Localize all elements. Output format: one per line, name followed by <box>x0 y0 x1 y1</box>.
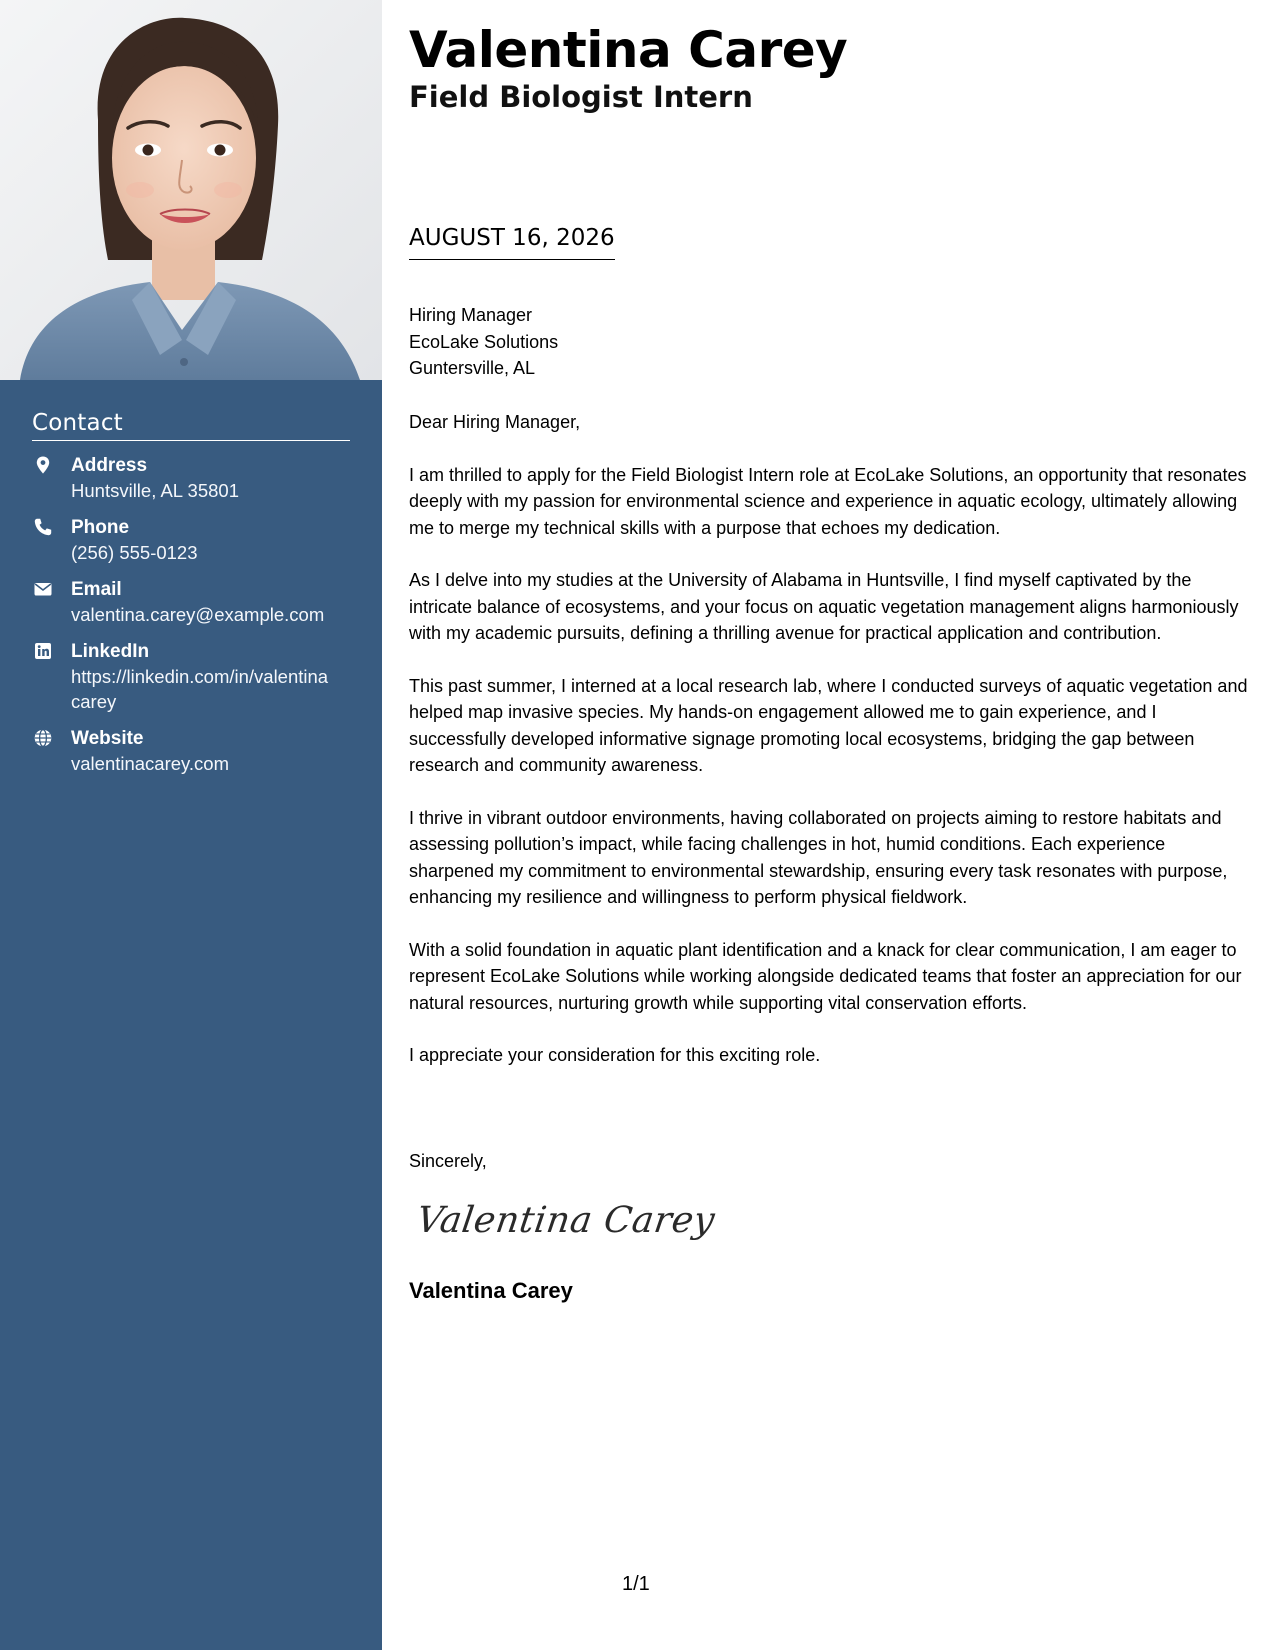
map-pin-icon <box>33 455 53 475</box>
signer-name: Valentina Carey <box>409 1278 573 1303</box>
linkedin-icon <box>33 641 53 661</box>
linkedin-label: LinkedIn <box>71 641 150 662</box>
address-value: Huntsville, AL 35801 <box>71 480 239 501</box>
address-label: Address <box>71 455 148 476</box>
letter-date: AUGUST 16, 2026 <box>409 223 615 260</box>
linkedin-value[interactable]: https://linkedin.com/in/valentina carey <box>71 666 329 712</box>
applicant-title: Field Biologist Intern <box>409 80 753 114</box>
contact-heading: Contact <box>32 410 350 441</box>
contact-item-website <box>32 727 350 776</box>
body-paragraph: I am thrilled to apply for the Field Biologist Intern role at EcoLake Solutions, an opportunity that resonates deeply with my passion for environmental science and experience in aquatic ecology, ultimately allowing me to merge my technical skills with a purpose that echoes my dedication. <box>409 464 1247 538</box>
recipient-company: EcoLake Solutions <box>409 331 559 352</box>
contact-item-linkedin <box>32 640 350 714</box>
globe-icon <box>33 728 53 748</box>
handwritten-signature: Valentina Carey <box>414 1200 718 1241</box>
letter-main <box>409 20 1249 1303</box>
email-value[interactable]: valentina.carey@example.com <box>71 604 325 625</box>
portrait-illustration <box>0 0 382 380</box>
envelope-icon <box>33 579 53 599</box>
salutation: Dear Hiring Manager, <box>409 412 581 432</box>
body-paragraph: This past summer, I interned at a local research lab, where I conducted surveys of aquatic vegetation and helped map invasive species. My hands-on engagement allowed me to gain experience, and I successfully developed informative signage promoting local ecosystems, bridging the gap between research and community awareness. <box>409 675 1248 775</box>
phone-label: Phone <box>71 517 130 538</box>
contact-item-phone <box>32 516 350 565</box>
body-paragraph: I appreciate your consideration for this exciting role. <box>409 1045 821 1065</box>
sidebar <box>0 0 382 1650</box>
closing: Sincerely, <box>409 1151 487 1171</box>
website-label: Website <box>71 728 144 749</box>
page-number: 1/1 <box>622 1573 650 1595</box>
body-paragraph: I thrive in vibrant outdoor environments, having collaborated on projects aiming to restore habitats and assessing pollution’s impact, while facing challenges in hot, humid conditions. Each experience sharpened my commitment to environmental stewardship, ensuring every task resonates with purpose, enhancing my resilience and willingness to perform physical fieldwork. <box>409 807 1228 907</box>
contact-item-email <box>32 578 350 627</box>
phone-value[interactable]: (256) 555-0123 <box>71 542 198 563</box>
recipient-block <box>409 302 558 382</box>
recipient-line: Hiring Manager <box>409 305 533 325</box>
email-label: Email <box>71 579 122 600</box>
body-paragraph: As I delve into my studies at the University of Alabama in Huntsville, I find myself captivated by the intricate balance of ecosystems, and your focus on aquatic vegetation management aligns harmoniously with my academic pursuits, defining a thrilling avenue for practical application and contribution. <box>409 570 1239 643</box>
website-value[interactable]: valentinacarey.com <box>71 753 230 774</box>
letter-body <box>409 409 1249 1095</box>
body-paragraph: With a solid foundation in aquatic plant identification and a knack for clear communication, I am eager to represent EcoLake Solutions while working alongside dedicated teams that foster an appreciation for our natural resources, nurturing growth while supporting vital conservation efforts. <box>409 939 1242 1013</box>
profile-photo <box>0 0 382 380</box>
phone-icon <box>33 517 53 537</box>
contact-section <box>32 410 350 776</box>
recipient-location: Guntersville, AL <box>409 358 536 378</box>
contact-item-address <box>32 454 350 503</box>
applicant-name: Valentina Carey <box>409 21 848 79</box>
